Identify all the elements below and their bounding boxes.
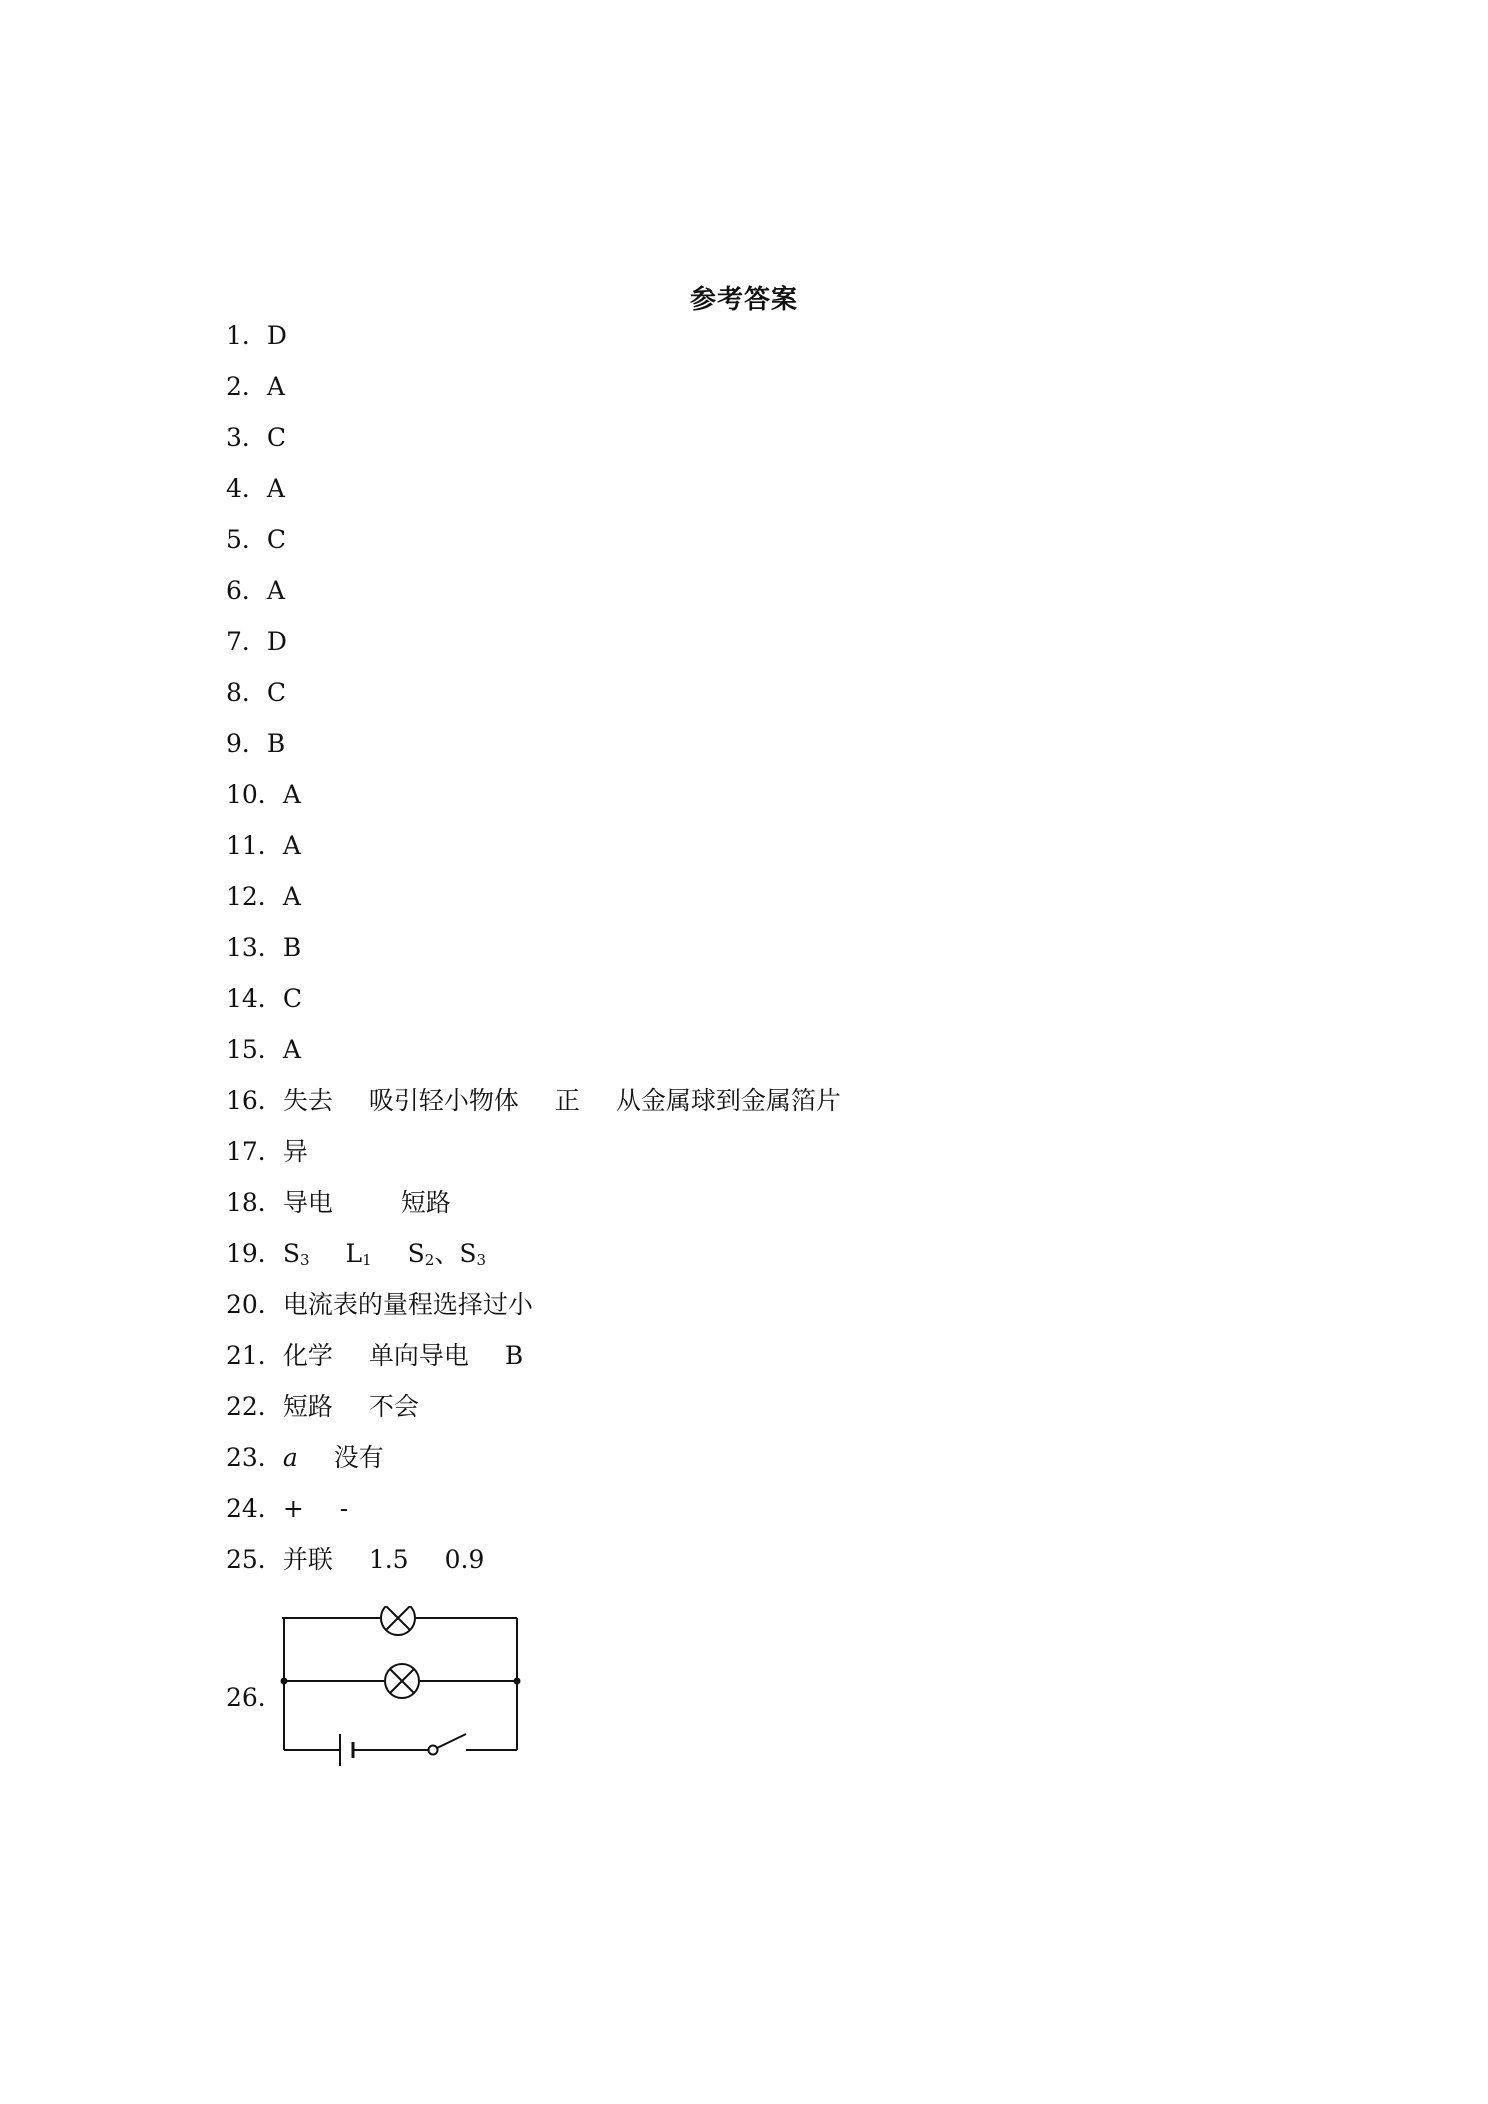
answer-text: 电流表的量程选择过小 — [282, 1290, 533, 1319]
answer-text: 失去 — [282, 1086, 333, 1115]
page-title: 参考答案 — [689, 285, 798, 315]
answer-text: 短路 — [282, 1392, 333, 1421]
circuit-diagram — [226, 1606, 546, 1786]
answer-number: 9． — [226, 729, 267, 758]
answer-number: 20． — [226, 1290, 283, 1319]
answer-24 — [226, 1489, 384, 1529]
answer-number: 16． — [226, 1086, 283, 1115]
answer-9 — [226, 724, 321, 764]
answer-4 — [226, 469, 321, 509]
answer-text: A — [266, 576, 285, 605]
switch-icon — [429, 1734, 467, 1755]
answer-6 — [226, 571, 321, 611]
answer-21 — [226, 1336, 559, 1376]
answer-text: 并联 — [282, 1545, 333, 1574]
answer-text: A — [282, 831, 301, 860]
answer-number: 13． — [226, 933, 283, 962]
answer-8 — [226, 673, 322, 713]
answer-text: a — [282, 1443, 298, 1472]
answer-19 — [226, 1234, 522, 1274]
answer-text: C — [266, 678, 287, 707]
answer-number: 23． — [226, 1443, 283, 1472]
answer-number: 22． — [226, 1392, 283, 1421]
answer-number: 24． — [226, 1494, 283, 1523]
answer-number: 15． — [226, 1035, 283, 1064]
answer-number: 5． — [226, 525, 267, 554]
answer-text: 没有 — [333, 1443, 384, 1472]
answer-number: 12． — [226, 882, 283, 911]
answer-text: 0.9 — [444, 1545, 485, 1574]
answer-number: 19． — [226, 1239, 283, 1268]
answer-10 — [226, 775, 337, 815]
answer-11 — [226, 826, 337, 866]
lamp-icon — [381, 1606, 415, 1635]
answer-22 — [226, 1387, 455, 1427]
answer-text: A — [282, 882, 301, 911]
lamp-icon — [385, 1664, 419, 1698]
answer-text: C — [266, 423, 287, 452]
answer-number: 18． — [226, 1188, 283, 1217]
answer-text: 短路 — [400, 1188, 451, 1217]
answer-text: + — [282, 1494, 304, 1523]
answer-text: B — [504, 1341, 524, 1370]
answer-text: $S_2$、$S_3$ — [407, 1239, 487, 1269]
answer-13 — [226, 928, 337, 968]
answer-1 — [226, 316, 323, 356]
answer-7 — [226, 622, 323, 662]
answer-3 — [226, 418, 322, 458]
answer-number: 1． — [226, 321, 267, 350]
answer-number: 2． — [226, 372, 267, 401]
answer-text: D — [266, 627, 287, 656]
answer-text: A — [282, 780, 301, 809]
answer-text: $L_1$ — [345, 1239, 372, 1269]
answer-5 — [226, 520, 322, 560]
answer-15 — [226, 1030, 337, 1070]
answer-17 — [226, 1132, 344, 1172]
answer-number: 3． — [226, 423, 267, 452]
answer-text: 正 — [554, 1086, 580, 1115]
answer-18 — [226, 1183, 487, 1223]
answer-text: B — [266, 729, 286, 758]
answer-text: D — [266, 321, 287, 350]
answer-14 — [226, 979, 338, 1019]
answer-text: 化学 — [282, 1341, 333, 1370]
answer-text: 异 — [282, 1137, 308, 1166]
answer-text: 从金属球到金属箔片 — [615, 1086, 841, 1115]
answer-text: - — [339, 1494, 349, 1523]
answer-2 — [226, 367, 321, 407]
answer-text: A — [266, 474, 285, 503]
answer-text: A — [282, 1035, 301, 1064]
answer-text: 不会 — [368, 1392, 419, 1421]
answer-25 — [226, 1540, 520, 1580]
answer-text: B — [282, 933, 302, 962]
answer-number: 21． — [226, 1341, 283, 1370]
junction-dot — [514, 1678, 521, 1685]
answer-16 — [226, 1081, 877, 1121]
answer-text: 导电 — [282, 1188, 333, 1217]
battery-icon — [340, 1734, 353, 1766]
answer-20 — [226, 1285, 569, 1325]
answer-23 — [226, 1438, 420, 1478]
answer-number: 6． — [226, 576, 267, 605]
answer-text: 单向导电 — [368, 1341, 469, 1370]
answer-text: C — [266, 525, 287, 554]
answer-number: 7． — [226, 627, 267, 656]
answer-number: 8． — [226, 678, 267, 707]
answer-text: C — [282, 984, 302, 1013]
answer-number: 11． — [226, 831, 283, 860]
answer-number: 25． — [226, 1545, 283, 1574]
answer-12 — [226, 877, 337, 917]
answer-number: 10． — [226, 780, 283, 809]
answer-text: 1.5 — [368, 1545, 409, 1574]
answer-text: 吸引轻小物体 — [368, 1086, 519, 1115]
answer-text: A — [266, 372, 285, 401]
answer-text: $S_3$ — [282, 1239, 310, 1269]
answer-number: 26． — [226, 1683, 283, 1712]
answer-26 — [226, 1606, 546, 1786]
answer-number: 17． — [226, 1137, 283, 1166]
answer-number: 4． — [226, 474, 267, 503]
junction-dot — [281, 1678, 288, 1685]
answer-number: 14． — [226, 984, 283, 1013]
